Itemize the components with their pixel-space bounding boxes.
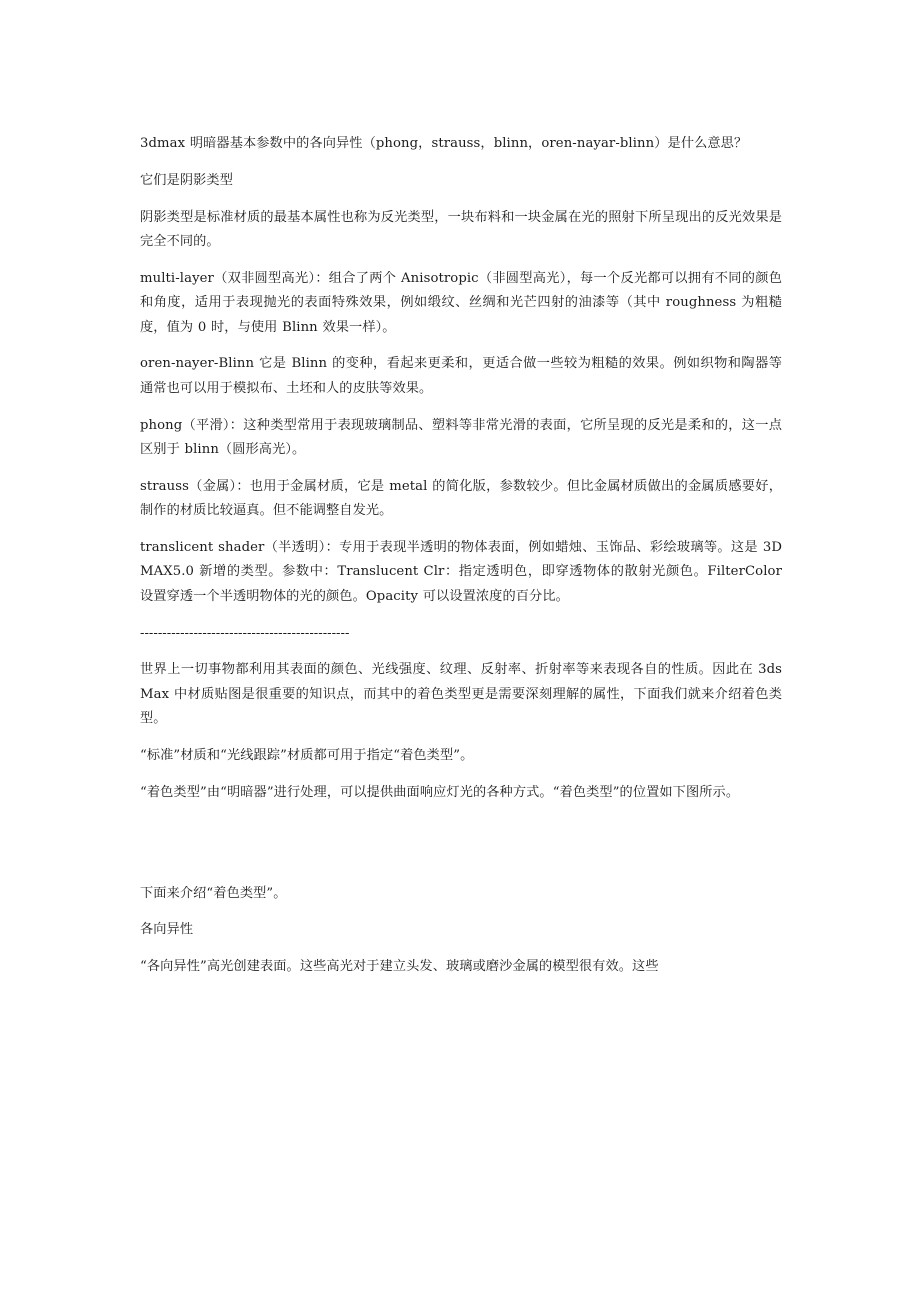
paragraph-shader-handles-shading-type: “着色类型”由“明暗器”进行处理，可以提供曲面响应灯光的各种方式。“着色类型”的位置如下图所示。 xyxy=(140,784,740,800)
paragraph-standard-and-raytrace-material: “标准”材质和“光线跟踪”材质都可用于指定“着色类型”。 xyxy=(140,748,474,764)
paragraph-title-question: 3dmax 明暗器基本参数中的各向异性（phong，strauss，blinn，oren-nayar-blinn）是什么意思？ xyxy=(140,136,748,151)
paragraph-shadow-type-definition: 阴影类型是标准材质的最基本属性也称为反光类型，一块布料和一块金属在光的照射下所呈现出的反光效果是完全不同的。 xyxy=(140,209,782,249)
paragraph-answer-lead: 它们是阴影类型 xyxy=(140,172,234,188)
paragraph-translicent-shader: translicent shader（半透明）：专用于表现半透明的物体表面，例如蜡烛、玉饰品、彩绘玻璃等。这是 3D MAX5.0 新增的类型。参数中：Translucent Clr：指定透明色，即穿透物体的散射光颜色。FilterColor 设置穿透一个半透明物体的光的颜色。Opacity 可以设置浓度的百分比。 xyxy=(140,540,782,604)
paragraph-oren-nayer-blinn: oren-nayer-Blinn 它是 Blinn 的变种，看起来更柔和，更适合做一些较为粗糙的效果。例如织物和陶器等通常也可以用于模拟布、土坯和人的皮肤等效果。 xyxy=(140,356,782,396)
paragraph-anisotropic-description: “各向异性”高光创建表面。这些高光对于建立头发、玻璃或磨沙金属的模型很有效。这些 xyxy=(140,959,659,975)
figure-missing-image-placeholder xyxy=(140,818,782,882)
paragraph-world-surface-properties: 世界上一切事物都利用其表面的颜色、光线强度、纹理、反射率、折射率等来表现各自的性质。因此在 3ds Max 中材质贴图是很重要的知识点，而其中的着色类型更是需要深刻理解的属性，下面我们就来介绍着色类型。 xyxy=(140,662,782,727)
paragraph-phong: phong（平滑）：这种类型常用于表现玻璃制品、塑料等非常光滑的表面，它所呈现的反光是柔和的，这一点区别于 blinn（圆形高光）。 xyxy=(140,417,782,458)
document-text-body xyxy=(140,132,782,980)
heading-anisotropic: 各向异性 xyxy=(140,922,194,938)
paragraph-intro-shading-type: 下面来介绍“着色类型”。 xyxy=(140,885,287,901)
hyphen-divider: ----------------------------------------------- xyxy=(140,625,350,641)
paragraph-multi-layer: multi-layer（双非圆型高光）：组合了两个 Anisotropic（非圆型高光），每一个反光都可以拥有不同的颜色和角度，适用于表现抛光的表面特殊效果，例如缎纹、丝绸和光芒四射的油漆等（其中 roughness 为粗糙度，值为 0 时，与使用 Blinn 效果一样）。 xyxy=(140,270,782,335)
paragraph-strauss: strauss（金属）：也用于金属材质，它是 metal 的简化版，参数较少。但比金属材质做出的金属质感要好，制作的材质比较逼真。但不能调整自发光。 xyxy=(140,478,782,519)
